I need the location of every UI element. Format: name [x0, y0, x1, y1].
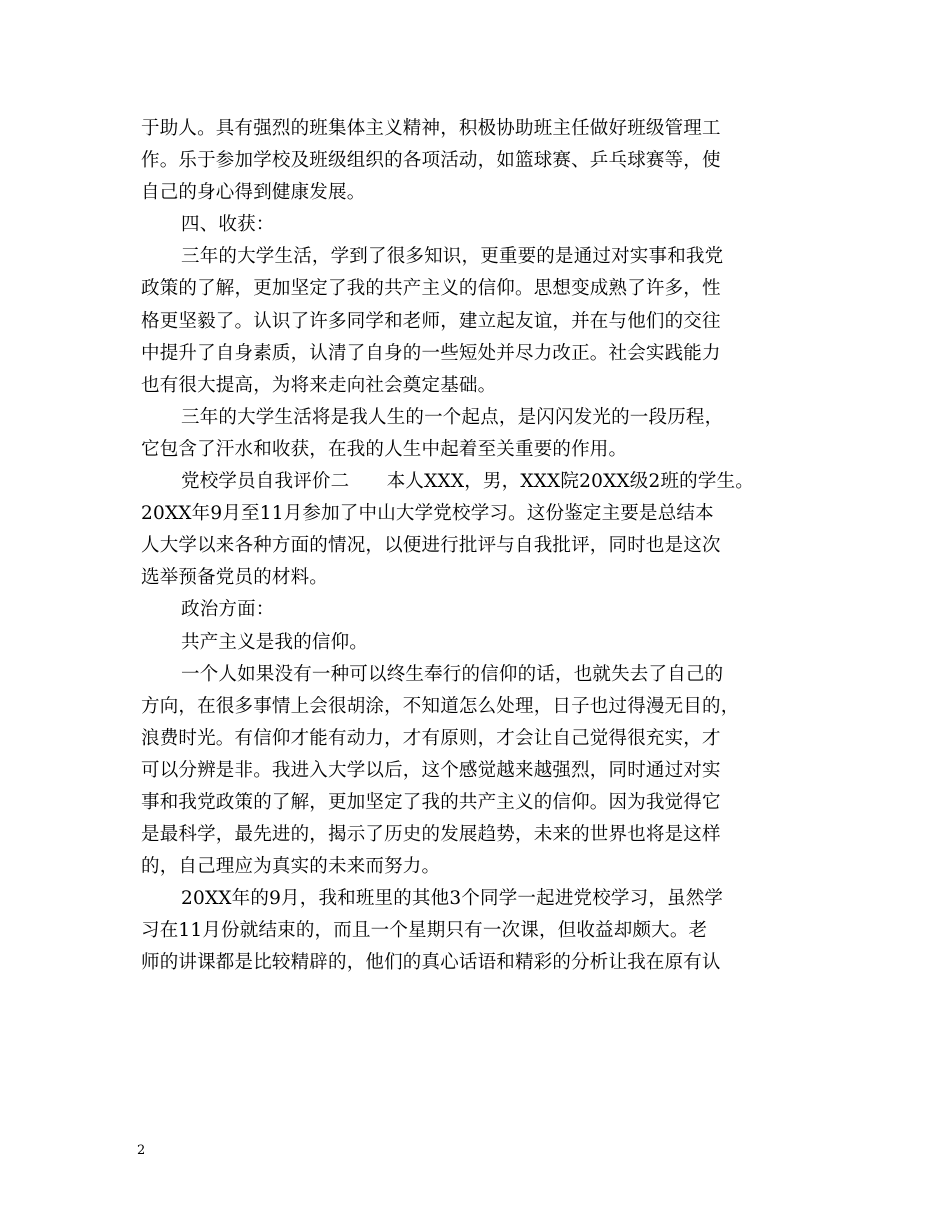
text-line: 是最科学，最先进的，揭示了历史的发展趋势，未来的世界也将是这样 [141, 824, 721, 846]
text-line: 习在11月份就结束的，而且一个星期只有一次课，但收益却颇大。老 [141, 920, 708, 942]
text-line: 也有很大提高，为将来走向社会奠定基础。 [141, 374, 497, 396]
text-line: 师的讲课都是比较精辟的，他们的真心话语和精彩的分析让我在原有认 [141, 952, 721, 974]
text-line: 的，自己理应为真实的未来而努力。 [141, 856, 441, 878]
text-line: 政治方面： [181, 599, 275, 621]
text-line: 20XX年9月至11月参加了中山大学党校学习。这份鉴定主要是总结本 [141, 503, 714, 525]
text-line: 中提升了自身素质，认清了自身的一些短处并尽力改正。社会实践能力 [141, 342, 721, 364]
text-line: 它包含了汗水和收获，在我的人生中起着至关重要的作用。 [141, 438, 628, 460]
text-line: 自己的身心得到健康发展。 [141, 182, 366, 204]
text-line: 一个人如果没有一种可以终生奉行的信仰的话，也就失去了自己的 [181, 663, 724, 685]
text-line: 格更坚毅了。认识了许多同学和老师，建立起友谊，并在与他们的交往 [141, 310, 721, 332]
text-line: 三年的大学生活将是我人生的一个起点，是闪闪发光的一段历程， [181, 406, 724, 428]
text-line: 于助人。具有强烈的班集体主义精神，积极协助班主任做好班级管理工 [141, 118, 721, 139]
text-line: 四、收获： [181, 214, 275, 236]
text-line: 作。乐于参加学校及班级组织的各项活动，如篮球赛、乒乓球赛等，使 [141, 150, 721, 172]
text-line: 选举预备党员的材料。 [141, 567, 329, 589]
page-number: 2 [137, 1143, 146, 1158]
text-line: 方向，在很多事情上会很胡涂，不知道怎么处理，日子也过得漫无目的， [141, 695, 740, 717]
text-line: 浪费时光。有信仰才能有动力，才有原则，才会让自己觉得很充实，才 [141, 727, 721, 749]
text-line: 事和我党政策的了解，更加坚定了我的共产主义的信仰。因为我觉得它 [141, 791, 721, 813]
text-line: 政策的了解，更加坚定了我的共产主义的信仰。思想变成熟了许多，性 [141, 278, 721, 300]
text-line: 人大学以来各种方面的情况，以便进行批评与自我批评，同时也是这次 [141, 535, 721, 557]
text-line: 20XX年的9月，我和班里的其他3个同学一起进党校学习，虽然学 [181, 888, 724, 910]
text-line: 党校学员自我评价二 本人XXX，男，XXX院20XX级2班的学生。 [181, 471, 754, 493]
body-text [141, 113, 821, 980]
text-line: 共产主义是我的信仰。 [181, 631, 369, 653]
text-line: 可以分辨是非。我进入大学以后，这个感觉越来越强烈，同时通过对实 [141, 759, 721, 781]
text-line: 三年的大学生活，学到了很多知识，更重要的是通过对实事和我党 [181, 246, 724, 268]
